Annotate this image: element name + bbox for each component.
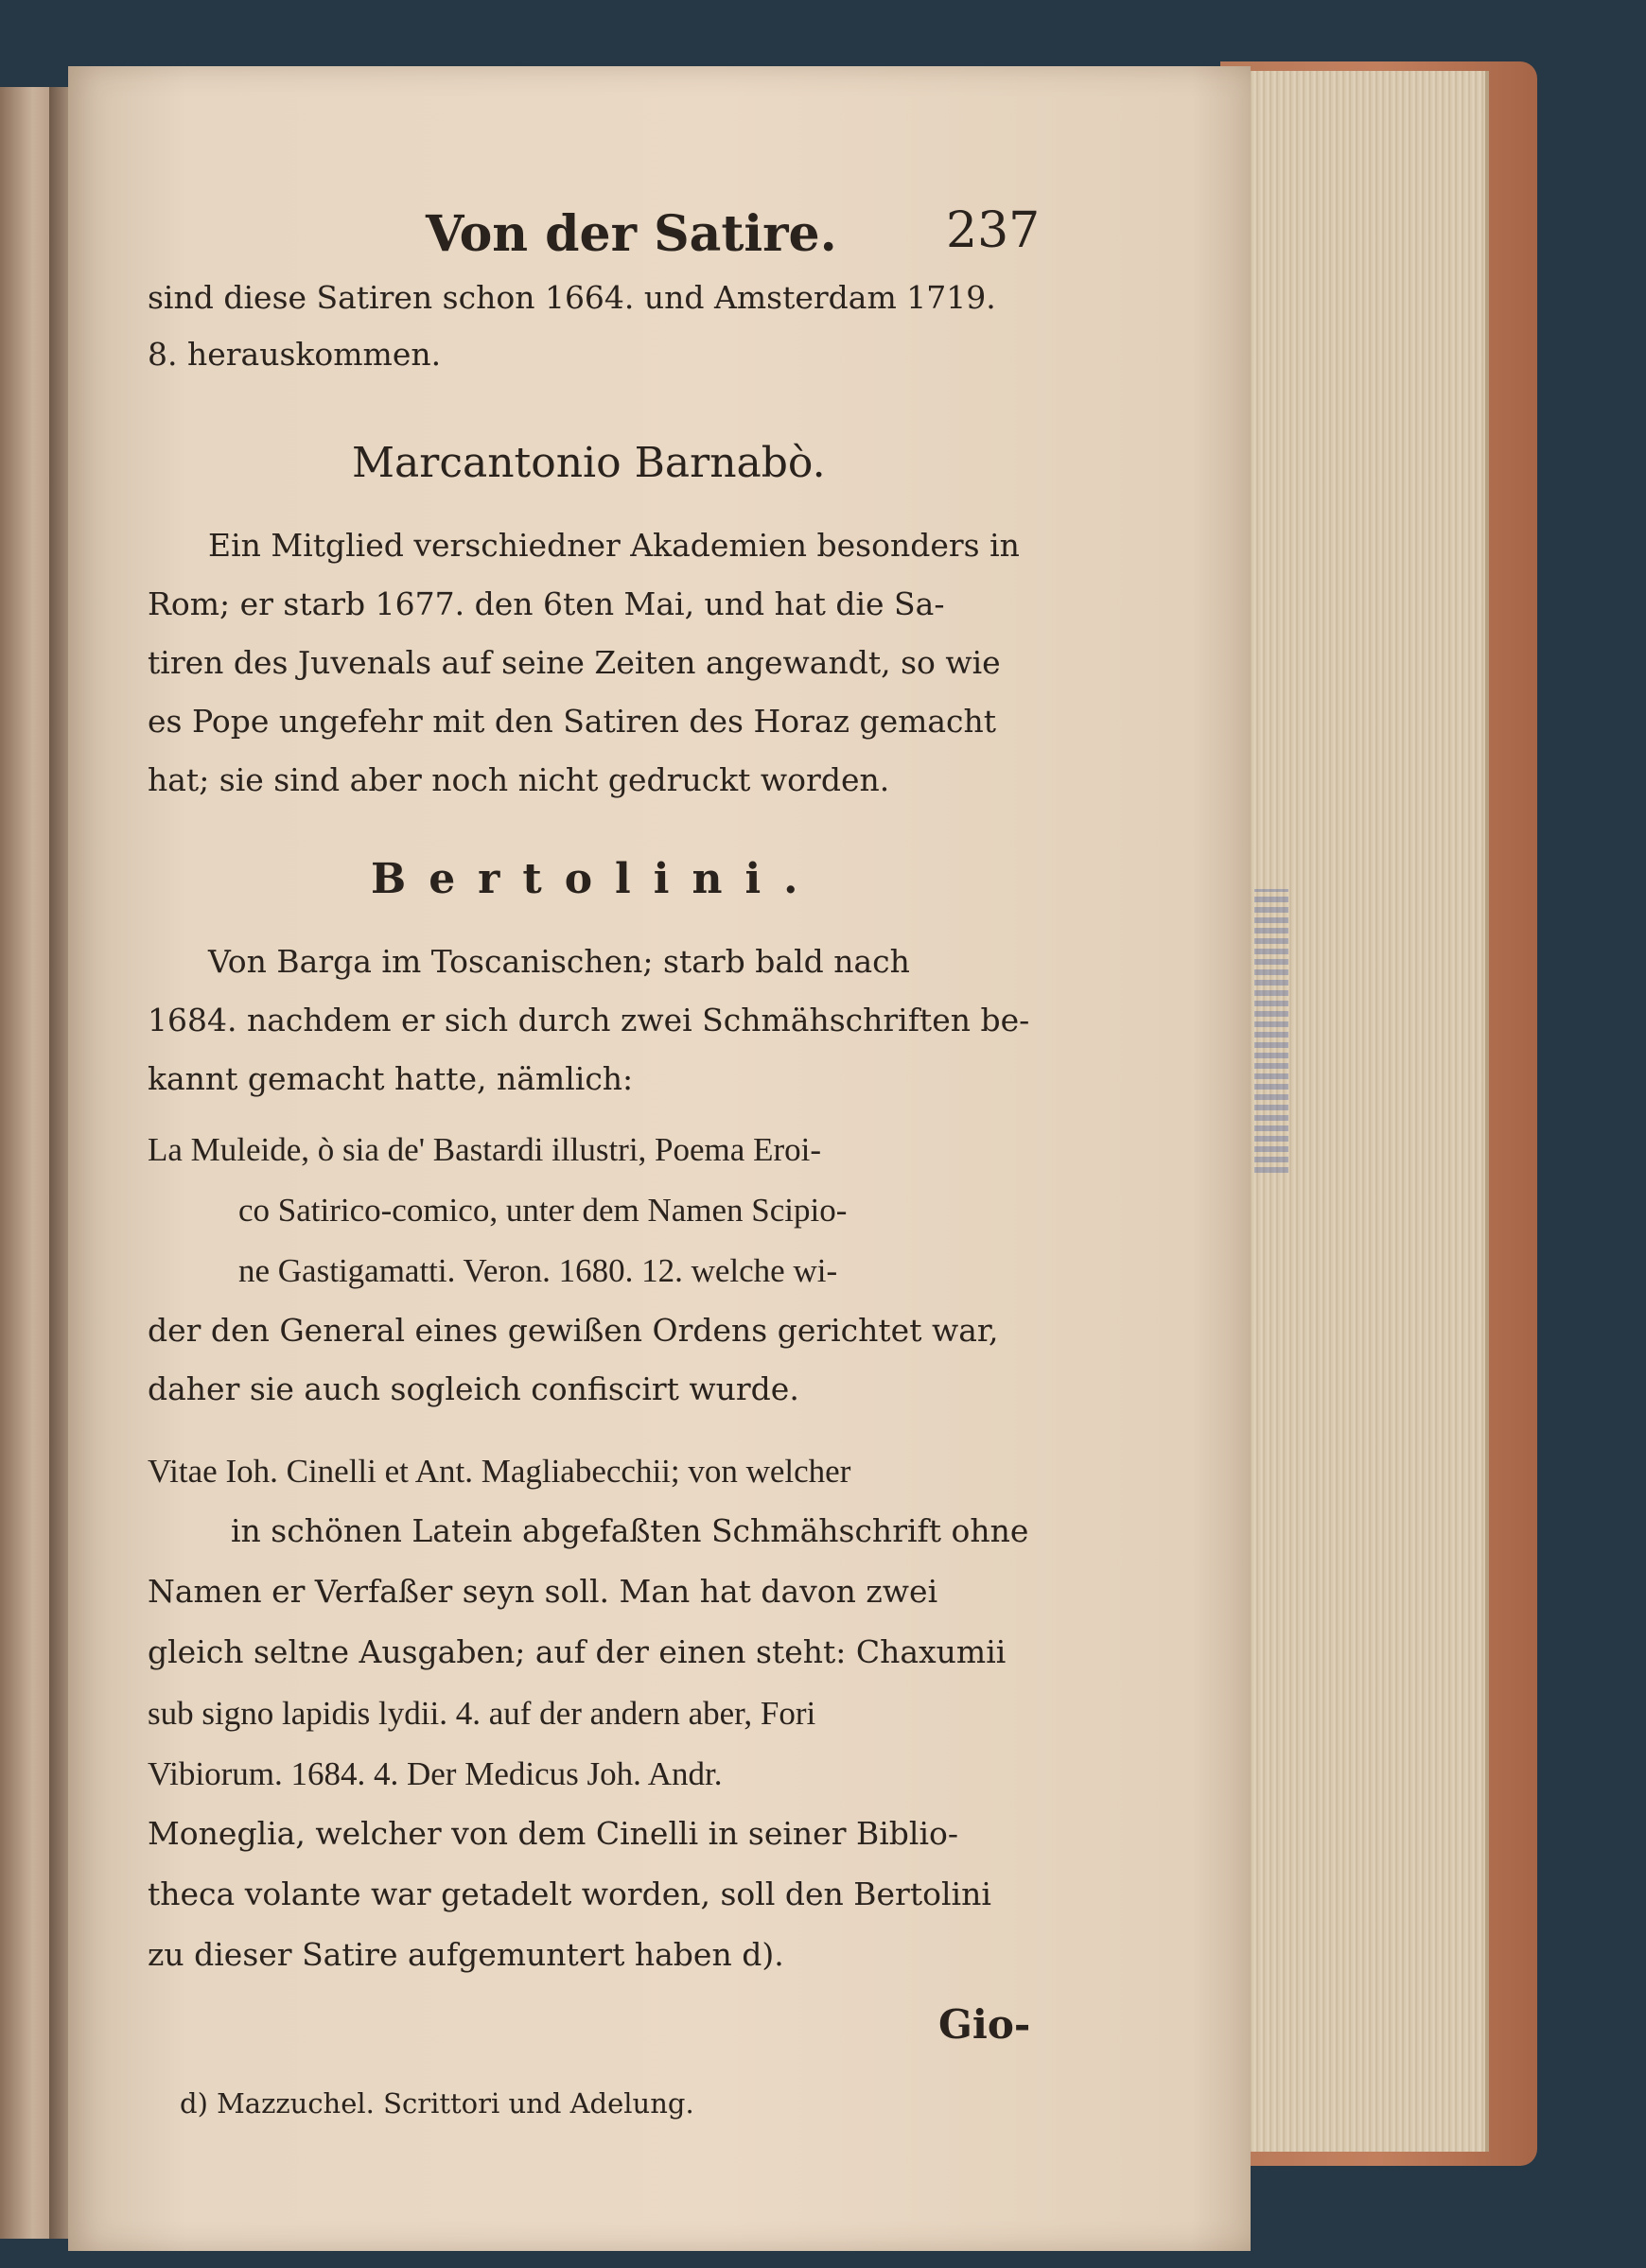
bibliography-entry-line: co Satirico-comico, unter dem Namen Scipio- bbox=[238, 1192, 848, 1229]
bibliography-entry-line: Vitae Ioh. Cinelli et Ant. Magliabecchii; von welcher bbox=[148, 1453, 851, 1490]
text-line: Moneglia, welcher von dem Cinelli in seiner Biblio- bbox=[148, 1815, 959, 1852]
text-line: Von Barga im Toscanischen; starb bald nach bbox=[208, 943, 910, 980]
library-stamp bbox=[1254, 889, 1288, 1173]
text-line: Rom; er starb 1677. den 6ten Mai, und hat die Sa- bbox=[148, 585, 945, 622]
text-line: sub signo lapidis lydii. 4. auf der andern aber, Fori bbox=[148, 1695, 816, 1732]
section-heading: Marcantonio Barnabò. bbox=[352, 439, 826, 487]
text-line: daher sie auch sogleich confiscirt wurde. bbox=[148, 1370, 799, 1407]
running-header-title: Von der Satire. bbox=[426, 205, 837, 263]
text-line: Ein Mitglied verschiedner Akademien besonders in bbox=[208, 527, 1020, 564]
text-line: der den General eines gewißen Ordens gerichtet war, bbox=[148, 1312, 999, 1349]
page-number: 237 bbox=[946, 202, 1041, 259]
footnote: d) Mazzuchel. Scrittori und Adelung. bbox=[180, 2087, 694, 2120]
facing-page-edge bbox=[0, 87, 55, 2239]
text-line: gleich seltne Ausgaben; auf der einen steht: Chaxumii bbox=[148, 1633, 1007, 1670]
text-line: Namen er Verfaßer seyn soll. Man hat davon zwei bbox=[148, 1573, 938, 1610]
text-line: 8. herauskommen. bbox=[148, 336, 442, 373]
text-line: sind diese Satiren schon 1664. und Amsterdam 1719. bbox=[148, 279, 996, 316]
text-line: theca volante war getadelt worden, soll den Bertolini bbox=[148, 1875, 991, 1912]
text-line: kannt gemacht hatte, nämlich: bbox=[148, 1060, 634, 1097]
catchword: Gio- bbox=[938, 2001, 1031, 2048]
text-line: zu dieser Satire aufgemuntert haben d). bbox=[148, 1936, 784, 1973]
text-line: Vibiorum. 1684. 4. Der Medicus Joh. Andr. bbox=[148, 1755, 723, 1792]
book-page bbox=[68, 66, 1251, 2251]
bibliography-entry-line: ne Gastigamatti. Veron. 1680. 12. welche wi- bbox=[238, 1252, 838, 1289]
bibliography-entry-line: La Muleide, ò sia de' Bastardi illustri, Poema Eroi- bbox=[148, 1131, 821, 1168]
section-heading: Bertolini. bbox=[371, 855, 821, 903]
text-line: hat; sie sind aber noch nicht gedruckt worden. bbox=[148, 761, 890, 798]
text-line: in schönen Latein abgefaßten Schmähschrift ohne bbox=[231, 1512, 1029, 1549]
text-line: es Pope ungefehr mit den Satiren des Horaz gemacht bbox=[148, 703, 997, 740]
text-line: tiren des Juvenals auf seine Zeiten angewandt, so wie bbox=[148, 644, 1001, 681]
text-line: 1684. nachdem er sich durch zwei Schmähschriften be- bbox=[148, 1002, 1030, 1038]
